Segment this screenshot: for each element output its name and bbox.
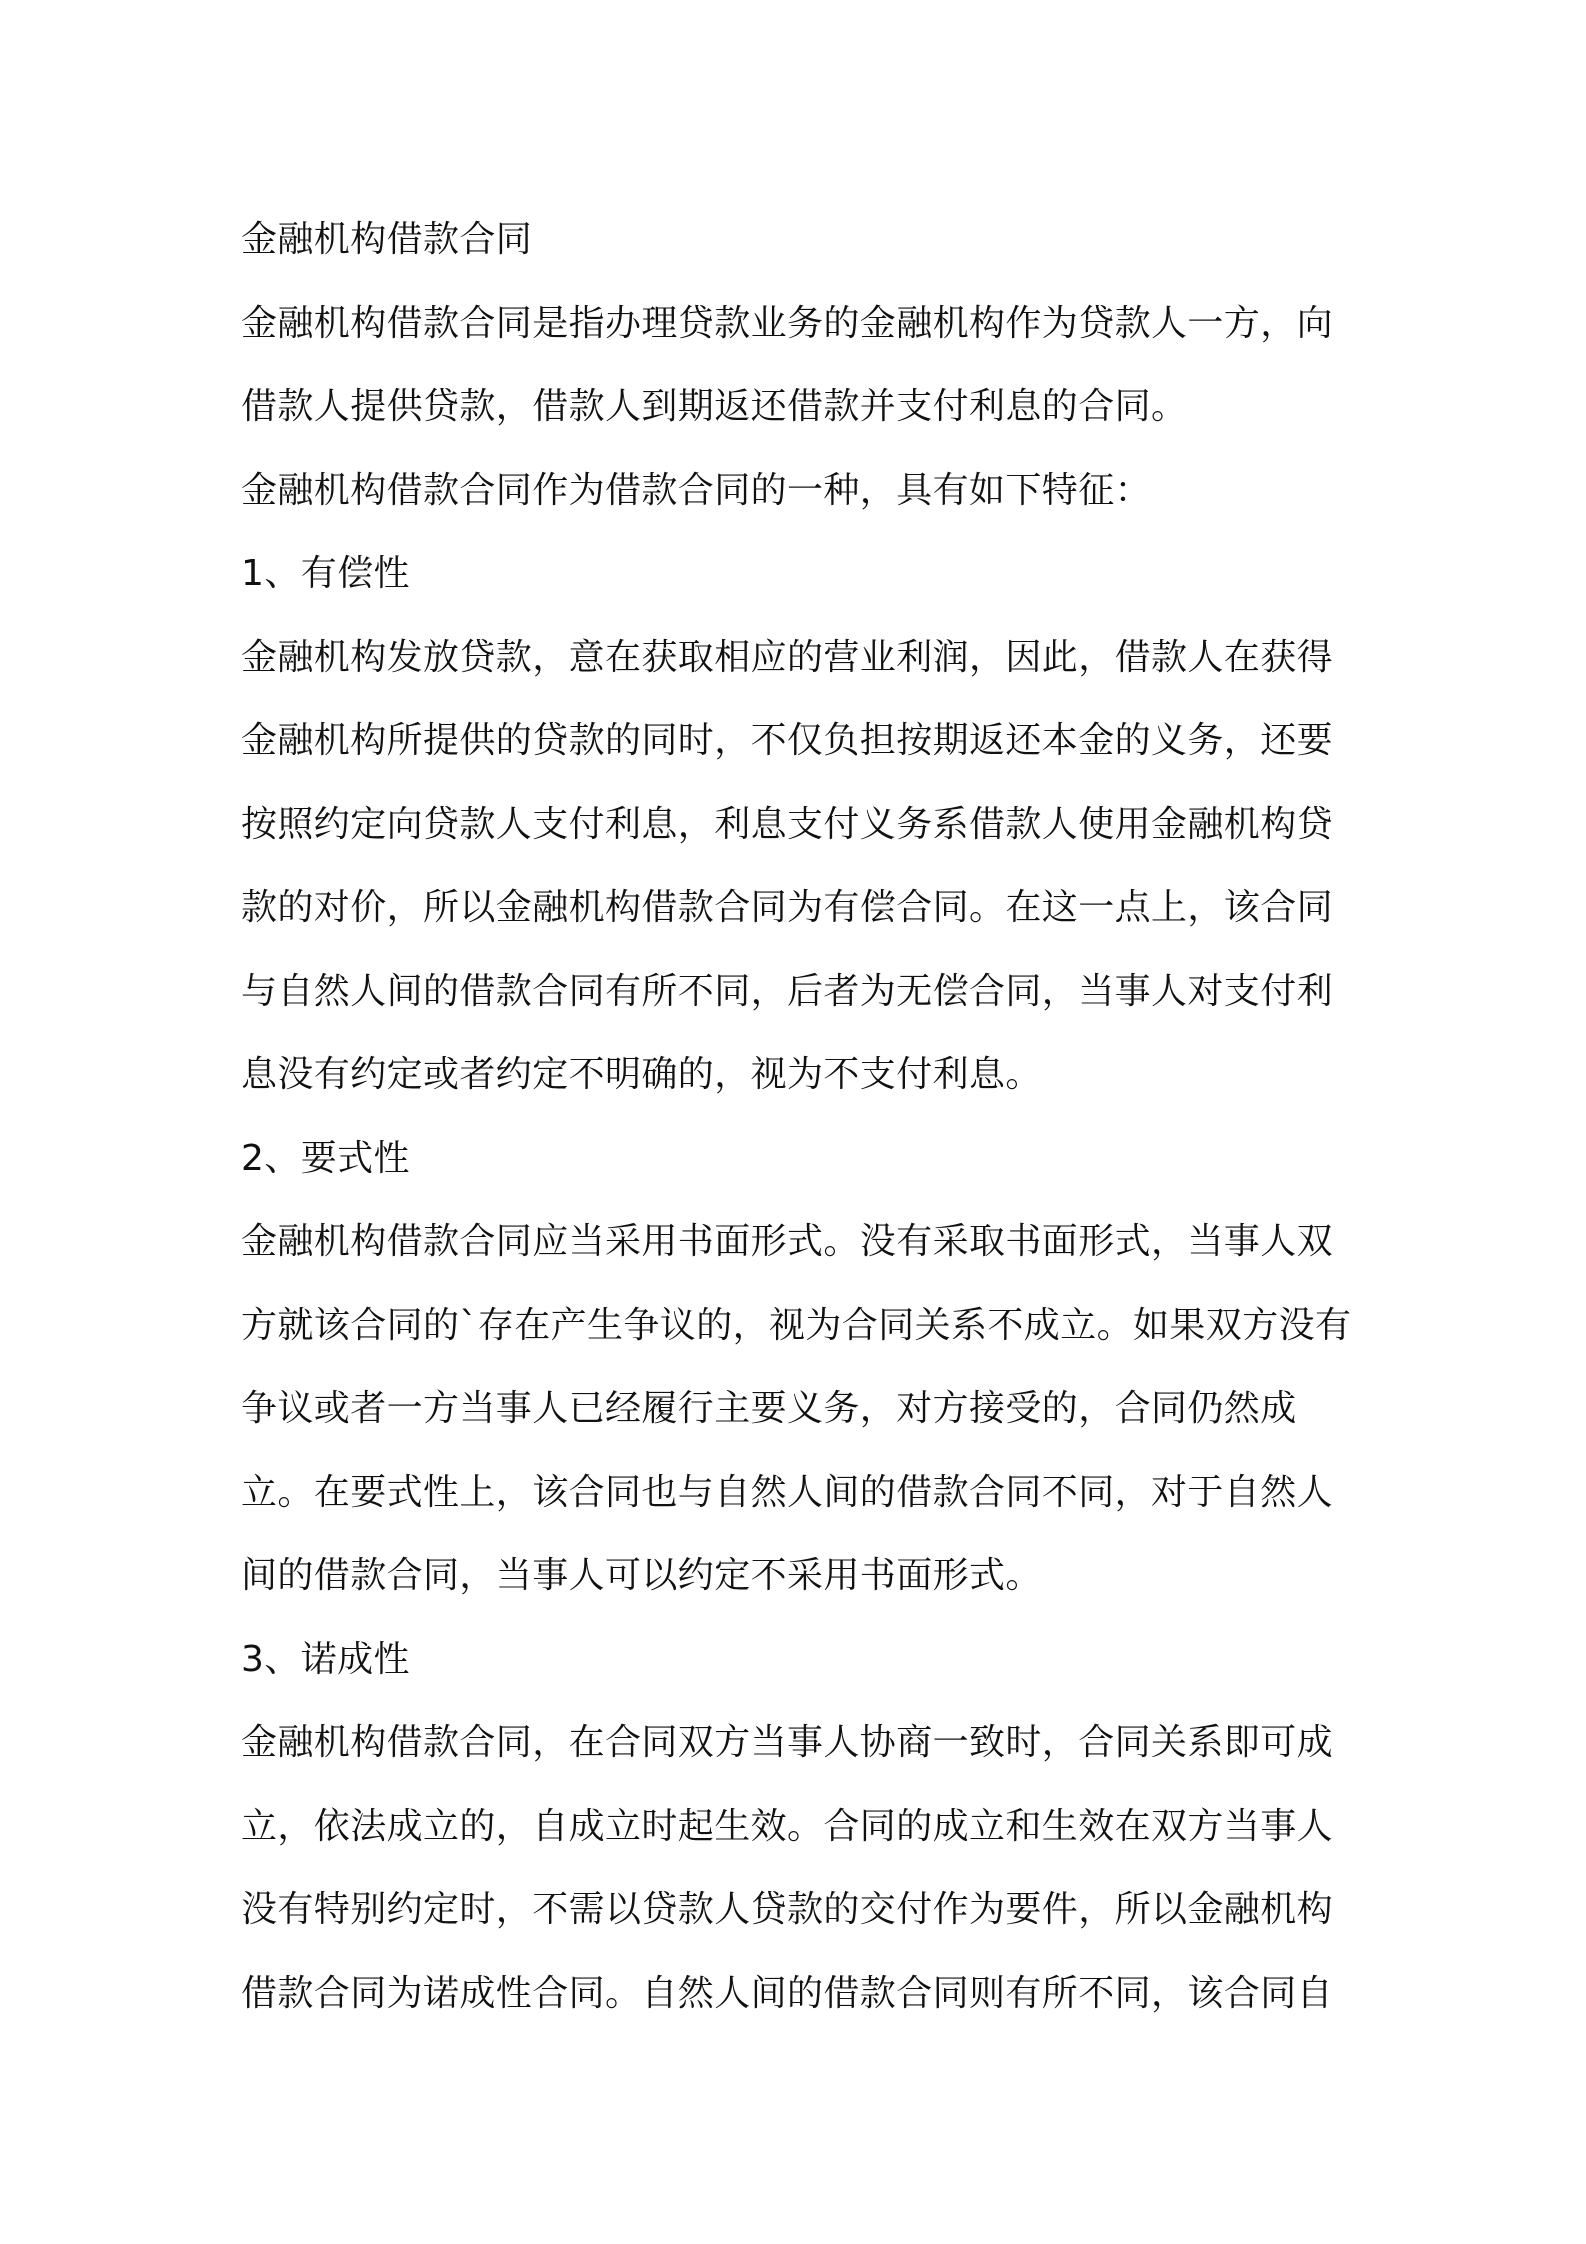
section-body-consensual: 金融机构借款合同，在合同双方当事人协商一致时，合同关系即可成立，依法成立的，自成立时起生效。合同的成立和生效在双方当事人没有特别约定时，不需以贷款人贷款的交付作为要件，所以金融机构借款合同为诺成性合同。自然人间的借款合同则有所不同，该合同自 xyxy=(241,1722,1334,2014)
definition-paragraph: 金融机构借款合同是指办理贷款业务的金融机构作为贷款人一方，向借款人提供贷款，借款人到期返还借款并支付利息的合同。 xyxy=(241,302,1334,427)
section-body-compensation: 金融机构发放贷款，意在获取相应的营业利润，因此，借款人在获得金融机构所提供的贷款的同时，不仅负担按期返还本金的义务，还要按照约定向贷款人支付利息，利息支付义务系借款人使用金融机构贷款的对价，所以金融机构借款合同为有偿合同。在这一点上，该合同与自然人间的借款合同有所不同，后者为无偿合同，当事人对支付利息没有约定或者约定不明确的，视为不支付利息。 xyxy=(241,636,1334,1095)
document-body xyxy=(241,198,1359,2035)
section-heading-formality: 2、要式性 xyxy=(241,1137,410,1179)
section-heading-compensation: 1、有偿性 xyxy=(241,553,410,594)
section-body-formality: 金融机构借款合同应当采用书面形式。没有采取书面形式，当事人双方就该合同的`存在产生争议的，视为合同关系不成立。如果双方没有争议或者一方当事人已经履行主要义务，对方接受的，合同仍然成立。在要式性上，该合同也与自然人间的借款合同不同，对于自然人间的借款合同，当事人可以约定不采用书面形式。 xyxy=(241,1221,1352,1596)
section-heading-consensual: 3、诺成性 xyxy=(241,1638,410,1680)
intro-paragraph: 金融机构借款合同作为借款合同的一种，具有如下特征： xyxy=(241,469,1152,511)
document-title: 金融机构借款合同 xyxy=(241,219,533,260)
